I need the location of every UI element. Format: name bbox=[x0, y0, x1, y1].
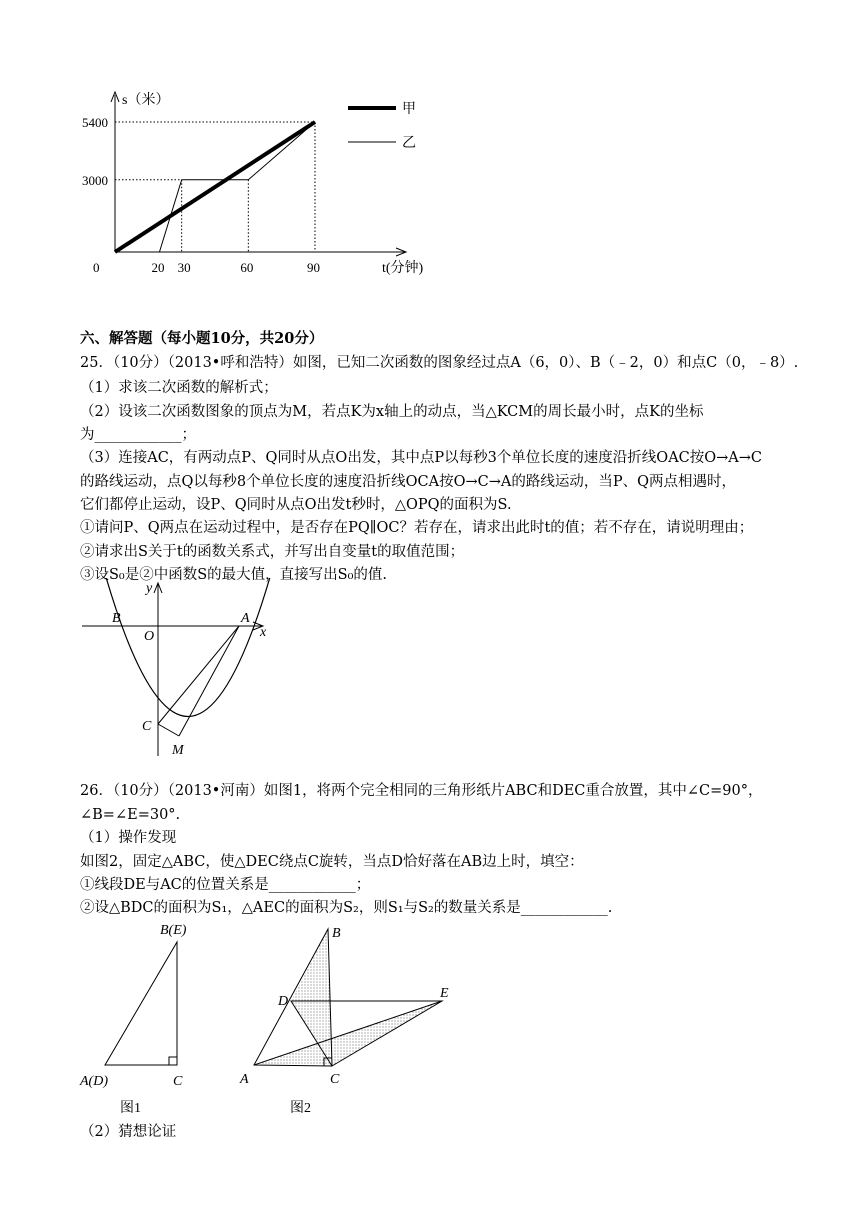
series-line-jia bbox=[115, 122, 315, 252]
q26-line-2: ∠B=∠E=30°. bbox=[80, 807, 181, 823]
x-tick-label-20: 20 bbox=[151, 260, 165, 275]
fig1-triangle bbox=[105, 942, 177, 1065]
q26-line-7: （2）猜想论证 bbox=[80, 1124, 177, 1140]
q26-line-5: ①线段DE与AC的位置关系是____________； bbox=[80, 877, 371, 893]
fig1-right-angle-mark bbox=[169, 1057, 177, 1065]
fig2-caption: 图2 bbox=[290, 1101, 311, 1116]
fig1-caption: 图1 bbox=[120, 1101, 141, 1116]
legend-label-yi: 乙 bbox=[402, 136, 416, 151]
label-M: M bbox=[172, 743, 184, 758]
y-tick-label-3000: 3000 bbox=[82, 172, 108, 188]
fig1-label-top: B(E) bbox=[160, 923, 187, 938]
section-heading: 六、解答题（每小题10分，共20分） bbox=[80, 330, 324, 347]
q26-line-4: 如图2，固定△ABC，使△DEC绕点C旋转，当点D恰好落在AB边上时，填空： bbox=[80, 854, 584, 870]
fig2-label-B: B bbox=[332, 926, 341, 941]
label-B: B bbox=[112, 611, 121, 626]
q25-line-9: ②请求出S关于t的函数关系式，并写出自变量t的取值范围； bbox=[80, 544, 465, 560]
q25-line-6: 的路线运动，点Q以每秒8个单位长度的速度沿折线OCA按O→C→A的路线运动，当P、Q两点相遇时， bbox=[80, 474, 736, 490]
q25-parabola-figure bbox=[80, 578, 280, 758]
x-tick-label-0: 0 bbox=[93, 260, 100, 275]
fig2-label-E: E bbox=[440, 986, 449, 1001]
segment-AC bbox=[158, 626, 239, 724]
series-line-yi bbox=[159, 122, 315, 252]
q25-line-3: （2）设该二次函数图象的顶点为M，若点K为x轴上的动点，当△KCM的周长最小时，点K的坐标 bbox=[80, 404, 704, 420]
fig2-label-C: C bbox=[330, 1072, 340, 1087]
q26-line-3: （1）操作发现 bbox=[80, 830, 177, 846]
q25-line-8: ①请问P、Q两点在运动过程中，是否存在PQ∥OC？若存在，请求出此时t的值；若不存在，请说明理由； bbox=[80, 520, 754, 536]
y-tick-label-5400: 5400 bbox=[82, 115, 108, 130]
q26-figures bbox=[70, 915, 490, 1125]
x-tick-label-90: 90 bbox=[307, 260, 320, 275]
q25-line-4: 为____________； bbox=[80, 427, 196, 443]
x-tick-label-60: 60 bbox=[240, 260, 254, 275]
distance-time-chart bbox=[80, 80, 440, 280]
x-tick-label-30: 30 bbox=[177, 260, 191, 275]
label-O: O bbox=[144, 629, 155, 644]
q25-line-7: 它们都停止运动，设P、Q同时从点O出发t秒时，△OPQ的面积为S. bbox=[80, 497, 512, 513]
q26-line-1: 26．（10分）（2013•河南）如图1，将两个完全相同的三角形纸片ABC和DEC重合放置，其中∠C=90°， bbox=[80, 783, 763, 799]
fig2-label-D: D bbox=[278, 994, 289, 1009]
fig1-label-left: A(D) bbox=[80, 1074, 108, 1089]
parabola-curve bbox=[100, 578, 276, 717]
q25-line-5: （3）连接AC，有两动点P、Q同时从点O出发，其中点P以每秒3个单位长度的速度沿折线OAC按O→A→C bbox=[80, 450, 763, 466]
fig2-label-A: A bbox=[240, 1072, 249, 1087]
segment-CM bbox=[158, 724, 179, 736]
legend-label-jia: 甲 bbox=[402, 102, 416, 117]
q25-line-2: （1）求该二次函数的解析式； bbox=[80, 380, 278, 396]
x-axis-label: t(分钟) bbox=[382, 261, 424, 276]
label-A: A bbox=[241, 611, 250, 626]
q25-line-10: ③设S₀是②中函数S的最大值，直接写出S₀的值. bbox=[80, 567, 388, 583]
label-x: x bbox=[260, 625, 267, 640]
q25-line-1: 25．（10分）（2013•呼和浩特）如图，已知二次函数的图象经过点A（6，0）、B（﹣2，0）和点C（0，﹣8）. bbox=[80, 355, 799, 371]
label-y: y bbox=[146, 581, 153, 596]
label-C: C bbox=[142, 719, 152, 734]
q26-line-6: ②设△BDC的面积为S₁，△AEC的面积为S₂，则S₁与S₂的数量关系是____________. bbox=[80, 900, 613, 916]
y-axis-label: s（米） bbox=[122, 93, 170, 108]
fig1-label-right: C bbox=[173, 1074, 183, 1089]
